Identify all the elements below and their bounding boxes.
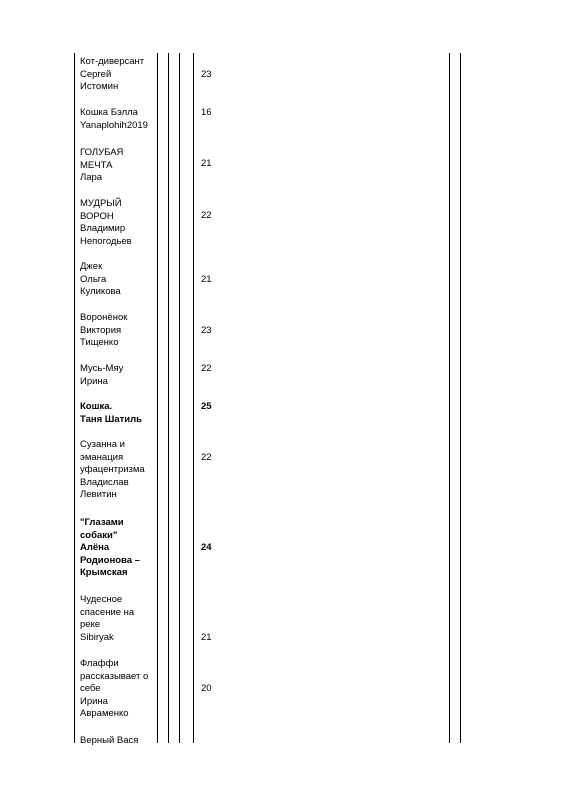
entry-title: Джек Ольга Куликова — [80, 261, 121, 297]
entry-score: 23 — [201, 325, 212, 336]
entry-score: 21 — [201, 158, 212, 169]
entry-title: Кошка. Таня Шатиль — [80, 401, 142, 425]
entry-score: 25 — [201, 401, 212, 412]
entry-title: Кошка Бэлла Yanaplohih2019 — [80, 107, 148, 131]
entry-score: 23 — [201, 69, 212, 80]
table-column-divider — [168, 53, 169, 743]
entry-title: Мусь-Мяу Ирина — [80, 363, 124, 387]
entry-score: 22 — [201, 452, 212, 463]
table-border-left — [74, 53, 75, 743]
entry-score: 22 — [201, 210, 212, 221]
table-column-divider — [157, 53, 158, 743]
entry-score: 21 — [201, 632, 212, 643]
entry-title: ГОЛУБАЯ МЕЧТА Лара — [80, 147, 124, 183]
entry-title: МУДРЫЙ ВОРОН Владимир Непогодьев — [80, 198, 132, 247]
entry-title: Сузанна и эманация уфацентризма Владислав Левитин — [80, 439, 145, 500]
entry-title: Верный Вася — [80, 735, 139, 746]
table-column-divider — [179, 53, 180, 743]
entry-score: 24 — [201, 542, 212, 553]
entry-title: Кот-диверсант Сергей Истомин — [80, 56, 145, 92]
entry-title: Флаффи рассказывает о себе Ирина Авраменко — [80, 658, 149, 719]
entry-score: 16 — [201, 107, 212, 118]
table-column-divider — [449, 53, 450, 743]
entry-title: Чудесное спасение на реке Sibiryak — [80, 594, 135, 643]
table-border-right — [460, 53, 461, 743]
entry-title: "Глазами собаки" Алёна Родионова – Крымская — [80, 517, 140, 578]
entry-score: 21 — [201, 274, 212, 285]
entry-score: 20 — [201, 683, 212, 694]
entry-title: Воронёнок Виктория Тищенко — [80, 312, 128, 348]
table-column-divider — [193, 53, 194, 743]
entry-score: 22 — [201, 363, 212, 374]
